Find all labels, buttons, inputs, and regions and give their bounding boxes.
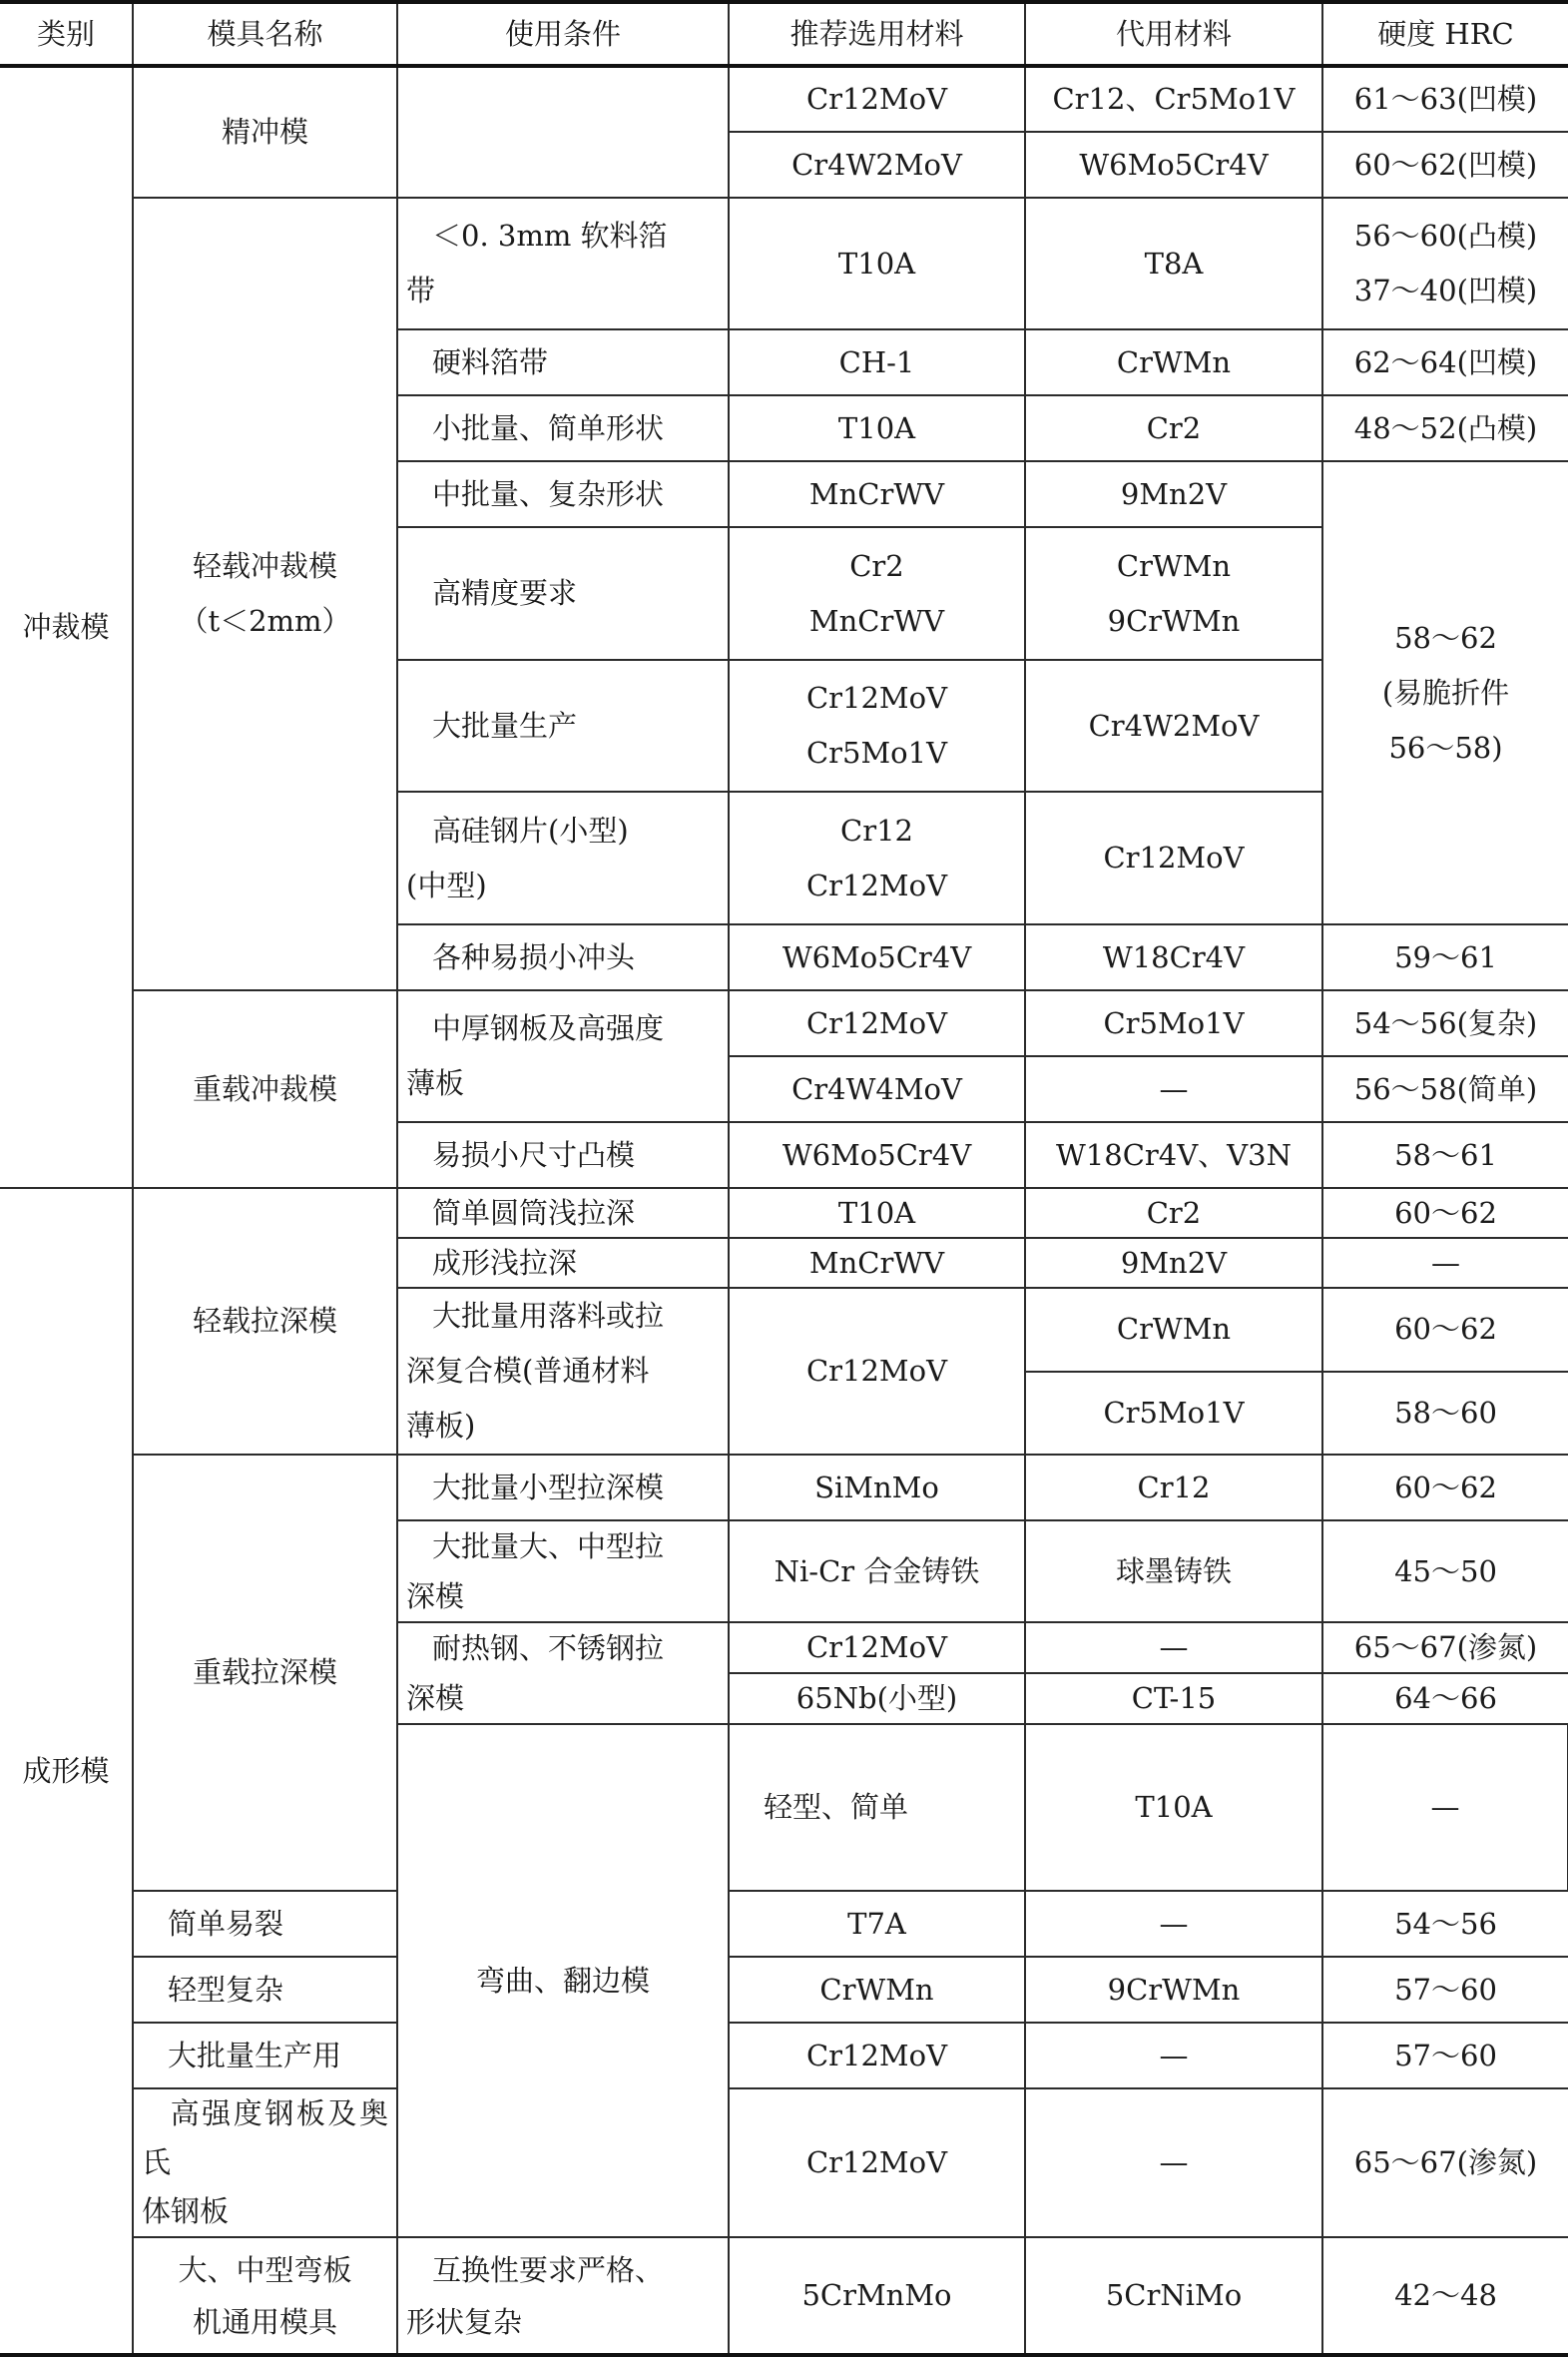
- usage-condition: [397, 924, 729, 990]
- hardness-value: 54～56: [1322, 1891, 1568, 1957]
- usage-condition: [397, 792, 729, 924]
- hardness-line: (易脆折件: [1381, 675, 1510, 710]
- die-name-line: 大、中型弯板: [178, 2252, 352, 2287]
- condition-line: 深复合模(普通材料: [406, 1354, 650, 1388]
- substitute-material: W18Cr4V: [1025, 924, 1322, 990]
- hardness-value: 62～64(凹模): [1322, 329, 1568, 395]
- condition-text: 易损小尺寸凸模: [432, 1137, 636, 1172]
- condition-line: 耐热钢、不锈钢拉: [432, 1631, 665, 1665]
- hardness-value: 65～67(渗氮): [1322, 2088, 1568, 2237]
- table-row: [0, 1957, 1568, 2023]
- condition-text: 轻型复杂: [168, 1972, 284, 2007]
- substitute-material: W18Cr4V、V3N: [1025, 1122, 1322, 1188]
- material-line: 9CrWMn: [1107, 603, 1241, 638]
- recommended-material: T10A: [729, 1188, 1025, 1238]
- usage-condition: [397, 1188, 729, 1238]
- hardness-value: 60～62: [1322, 1188, 1568, 1238]
- recommended-material: T10A: [729, 395, 1025, 461]
- recommended-material: Cr4W2MoV: [729, 132, 1025, 198]
- substitute-material: Cr5Mo1V: [1025, 1372, 1322, 1456]
- condition-text: 简单易裂: [168, 1906, 284, 1941]
- condition-line: 大批量大、中型拉: [432, 1529, 665, 1563]
- substitute-material: CrWMn: [1025, 329, 1322, 395]
- hardness-value: 57～60: [1322, 1957, 1568, 2023]
- hardness-line: 56～60(凸模): [1353, 219, 1538, 253]
- material-line: Cr12: [840, 813, 913, 848]
- die-name-line: 机通用模具: [192, 2304, 337, 2339]
- substitute-material: —: [1025, 2023, 1322, 2088]
- usage-condition: [397, 329, 729, 395]
- usage-condition: [133, 2023, 397, 2088]
- substitute-material: —: [1322, 1724, 1568, 1891]
- recommended-material: W6Mo5Cr4V: [729, 1122, 1025, 1188]
- substitute-material: W6Mo5Cr4V: [1025, 132, 1322, 198]
- header-recommended-material: 推荐选用材料: [729, 2, 1025, 66]
- recommended-material: CH-1: [729, 329, 1025, 395]
- condition-empty: [397, 66, 729, 198]
- condition-text: 大批量小型拉深模: [432, 1470, 665, 1504]
- material-line: Cr2: [849, 548, 904, 583]
- hardness-value: [1322, 198, 1568, 329]
- table-row: [0, 990, 1568, 1056]
- condition-line: 体钢板: [142, 2194, 230, 2228]
- hardness-value: 60～62(凹模): [1322, 132, 1568, 198]
- category-forming: 成形模: [0, 1188, 133, 2355]
- recommended-material: MnCrWV: [729, 1238, 1025, 1288]
- condition-line: 大批量用落料或拉: [432, 1299, 665, 1333]
- recommended-material: Cr12MoV: [729, 2023, 1025, 2088]
- condition-line: 带: [406, 274, 436, 307]
- usage-condition: [397, 2237, 729, 2355]
- hardness-value: 56～58(简单): [1322, 1056, 1568, 1122]
- die-large-bending: [133, 2237, 397, 2355]
- condition-line: (中型): [406, 868, 487, 902]
- hardness-line: 56～58): [1388, 730, 1503, 765]
- category-punching: 冲裁模: [0, 66, 133, 1188]
- recommended-material: Ni-Cr 合金铸铁: [729, 1520, 1025, 1622]
- die-bending: 弯曲、翻边模: [397, 1724, 729, 2237]
- condition-line: 薄板): [406, 1409, 476, 1443]
- usage-condition: [397, 198, 729, 329]
- hardness-value: 59～61: [1322, 924, 1568, 990]
- condition-line: 互换性要求严格、: [432, 2252, 665, 2287]
- usage-condition: [729, 1724, 1025, 1891]
- material-line: Cr12MoV: [805, 681, 948, 715]
- condition-line: 高硅钢片(小型): [432, 813, 629, 848]
- header-die-name: 模具名称: [133, 2, 397, 66]
- substitute-material: Cr2: [1025, 1188, 1322, 1238]
- condition-line: 形状复杂: [406, 2304, 523, 2339]
- substitute-material: Cr4W2MoV: [1025, 660, 1322, 792]
- recommended-material: CrWMn: [729, 1957, 1025, 2023]
- header-category: 类别: [0, 2, 133, 66]
- die-light-drawing: 轻载拉深模: [133, 1188, 397, 1455]
- die-name-line: （t＜2mm）: [179, 604, 351, 638]
- substitute-material: 9Mn2V: [1025, 461, 1322, 527]
- usage-condition: [397, 1238, 729, 1288]
- recommended-material: Cr12MoV: [729, 1288, 1025, 1455]
- substitute-material: —: [1025, 1891, 1322, 1957]
- recommended-material: [729, 792, 1025, 924]
- usage-condition: [397, 660, 729, 792]
- usage-condition: [397, 1520, 729, 1622]
- material-line: Cr5Mo1V: [805, 736, 948, 770]
- condition-line: 高强度钢板及奥氏: [142, 2096, 388, 2179]
- substitute-material: [1025, 527, 1322, 660]
- substitute-material: 9Mn2V: [1025, 1238, 1322, 1288]
- condition-line: 中厚钢板及高强度: [432, 1011, 665, 1045]
- usage-condition: [397, 395, 729, 461]
- die-heavy-drawing: 重载拉深模: [133, 1455, 397, 1891]
- condition-text: 中批量、复杂形状: [432, 476, 665, 511]
- die-fine-blanking: 精冲模: [133, 66, 397, 198]
- hardness-value: 57～60: [1322, 2023, 1568, 2088]
- substitute-material: Cr2: [1025, 395, 1322, 461]
- material-line: Cr12MoV: [805, 868, 948, 902]
- condition-text: 轻型、简单: [764, 1790, 909, 1824]
- material-line: MnCrWV: [808, 603, 945, 638]
- substitute-material: CT-15: [1025, 1673, 1322, 1724]
- recommended-material: Cr12MoV: [729, 1622, 1025, 1673]
- table-row: [0, 198, 1568, 329]
- hardness-value: 45～50: [1322, 1520, 1568, 1622]
- hardness-value: 42～48: [1322, 2237, 1568, 2355]
- condition-text: 小批量、简单形状: [432, 410, 665, 445]
- usage-condition: [133, 2088, 397, 2237]
- usage-condition: [397, 990, 729, 1122]
- recommended-material: SiMnMo: [729, 1455, 1025, 1520]
- substitute-material: Cr12MoV: [1025, 792, 1322, 924]
- recommended-material: T10A: [1025, 1724, 1322, 1891]
- header-conditions: 使用条件: [397, 2, 729, 66]
- condition-text: 大批量生产: [432, 708, 578, 743]
- recommended-material: MnCrWV: [729, 461, 1025, 527]
- substitute-material: 球墨铸铁: [1025, 1520, 1322, 1622]
- material-line: CrWMn: [1116, 548, 1232, 583]
- recommended-material: Cr12MoV: [729, 990, 1025, 1056]
- usage-condition: [133, 1957, 397, 2023]
- hardness-value-merged: [1322, 461, 1568, 924]
- substitute-material: T8A: [1025, 198, 1322, 329]
- substitute-material: Cr5Mo1V: [1025, 990, 1322, 1056]
- hardness-value: 65～67(渗氮): [1322, 1622, 1568, 1673]
- substitute-material: 9CrWMn: [1025, 1957, 1322, 2023]
- usage-condition: [397, 1455, 729, 1520]
- hardness-value: 60～62: [1322, 1288, 1568, 1372]
- condition-line: 薄板: [406, 1066, 465, 1100]
- hardness-value: 58～61: [1322, 1122, 1568, 1188]
- die-light-blanking: [133, 198, 397, 990]
- table-row: [0, 1188, 1568, 1238]
- usage-condition: [133, 1891, 397, 1957]
- condition-text: 成形浅拉深: [432, 1245, 578, 1280]
- hardness-line: 58～62: [1394, 620, 1497, 655]
- hardness-value: 60～62: [1322, 1455, 1568, 1520]
- substitute-material: CrWMn: [1025, 1288, 1322, 1372]
- condition-text: 简单圆筒浅拉深: [432, 1195, 636, 1230]
- recommended-material: T10A: [729, 198, 1025, 329]
- recommended-material: 65Nb(小型): [729, 1673, 1025, 1724]
- usage-condition: [397, 1288, 729, 1455]
- table-row: [0, 2237, 1568, 2355]
- hardness-value: 64～66: [1322, 1673, 1568, 1724]
- substitute-material: Cr12、Cr5Mo1V: [1025, 66, 1322, 132]
- condition-line: 深模: [406, 1579, 465, 1613]
- substitute-material: —: [1025, 1056, 1322, 1122]
- table-row: [0, 66, 1568, 132]
- recommended-material: Cr12MoV: [729, 2088, 1025, 2237]
- recommended-material: [729, 660, 1025, 792]
- substitute-material: Cr12: [1025, 1455, 1322, 1520]
- recommended-material: 5CrMnMo: [729, 2237, 1025, 2355]
- table-header-row: [0, 2, 1568, 66]
- die-name-line: 轻载冲裁模: [192, 549, 337, 583]
- recommended-material: W6Mo5Cr4V: [729, 924, 1025, 990]
- usage-condition: [397, 461, 729, 527]
- hardness-value: —: [1322, 1238, 1568, 1288]
- condition-text: 大批量生产用: [168, 2038, 342, 2072]
- recommended-material: Cr4W4MoV: [729, 1056, 1025, 1122]
- table-row: [0, 2088, 1568, 2237]
- hardness-value: 58～60: [1322, 1372, 1568, 1456]
- usage-condition: [397, 1122, 729, 1188]
- substitute-material: 5CrNiMo: [1025, 2237, 1322, 2355]
- substitute-material: —: [1025, 1622, 1322, 1673]
- hardness-value: 61～63(凹模): [1322, 66, 1568, 132]
- condition-text: 各种易损小冲头: [432, 939, 636, 974]
- usage-condition: [397, 1622, 729, 1724]
- hardness-line: 37～40(凹模): [1353, 274, 1538, 307]
- usage-condition: [397, 527, 729, 660]
- hardness-value: 48～52(凸模): [1322, 395, 1568, 461]
- die-heavy-blanking: 重载冲裁模: [133, 990, 397, 1188]
- table-row: [0, 2023, 1568, 2088]
- hardness-value: 54～56(复杂): [1322, 990, 1568, 1056]
- header-substitute-material: 代用材料: [1025, 2, 1322, 66]
- condition-line: 深模: [406, 1681, 465, 1715]
- recommended-material: Cr12MoV: [729, 66, 1025, 132]
- header-hardness: 硬度 HRC: [1322, 2, 1568, 66]
- recommended-material: [729, 527, 1025, 660]
- condition-text: 硬料箔带: [432, 344, 549, 379]
- condition-text: 高精度要求: [432, 576, 578, 610]
- substitute-material: —: [1025, 2088, 1322, 2237]
- condition-line: ＜0. 3mm 软料箔: [432, 219, 668, 253]
- recommended-material: T7A: [729, 1891, 1025, 1957]
- table-row: [0, 1891, 1568, 1957]
- table-row: [0, 1455, 1568, 1520]
